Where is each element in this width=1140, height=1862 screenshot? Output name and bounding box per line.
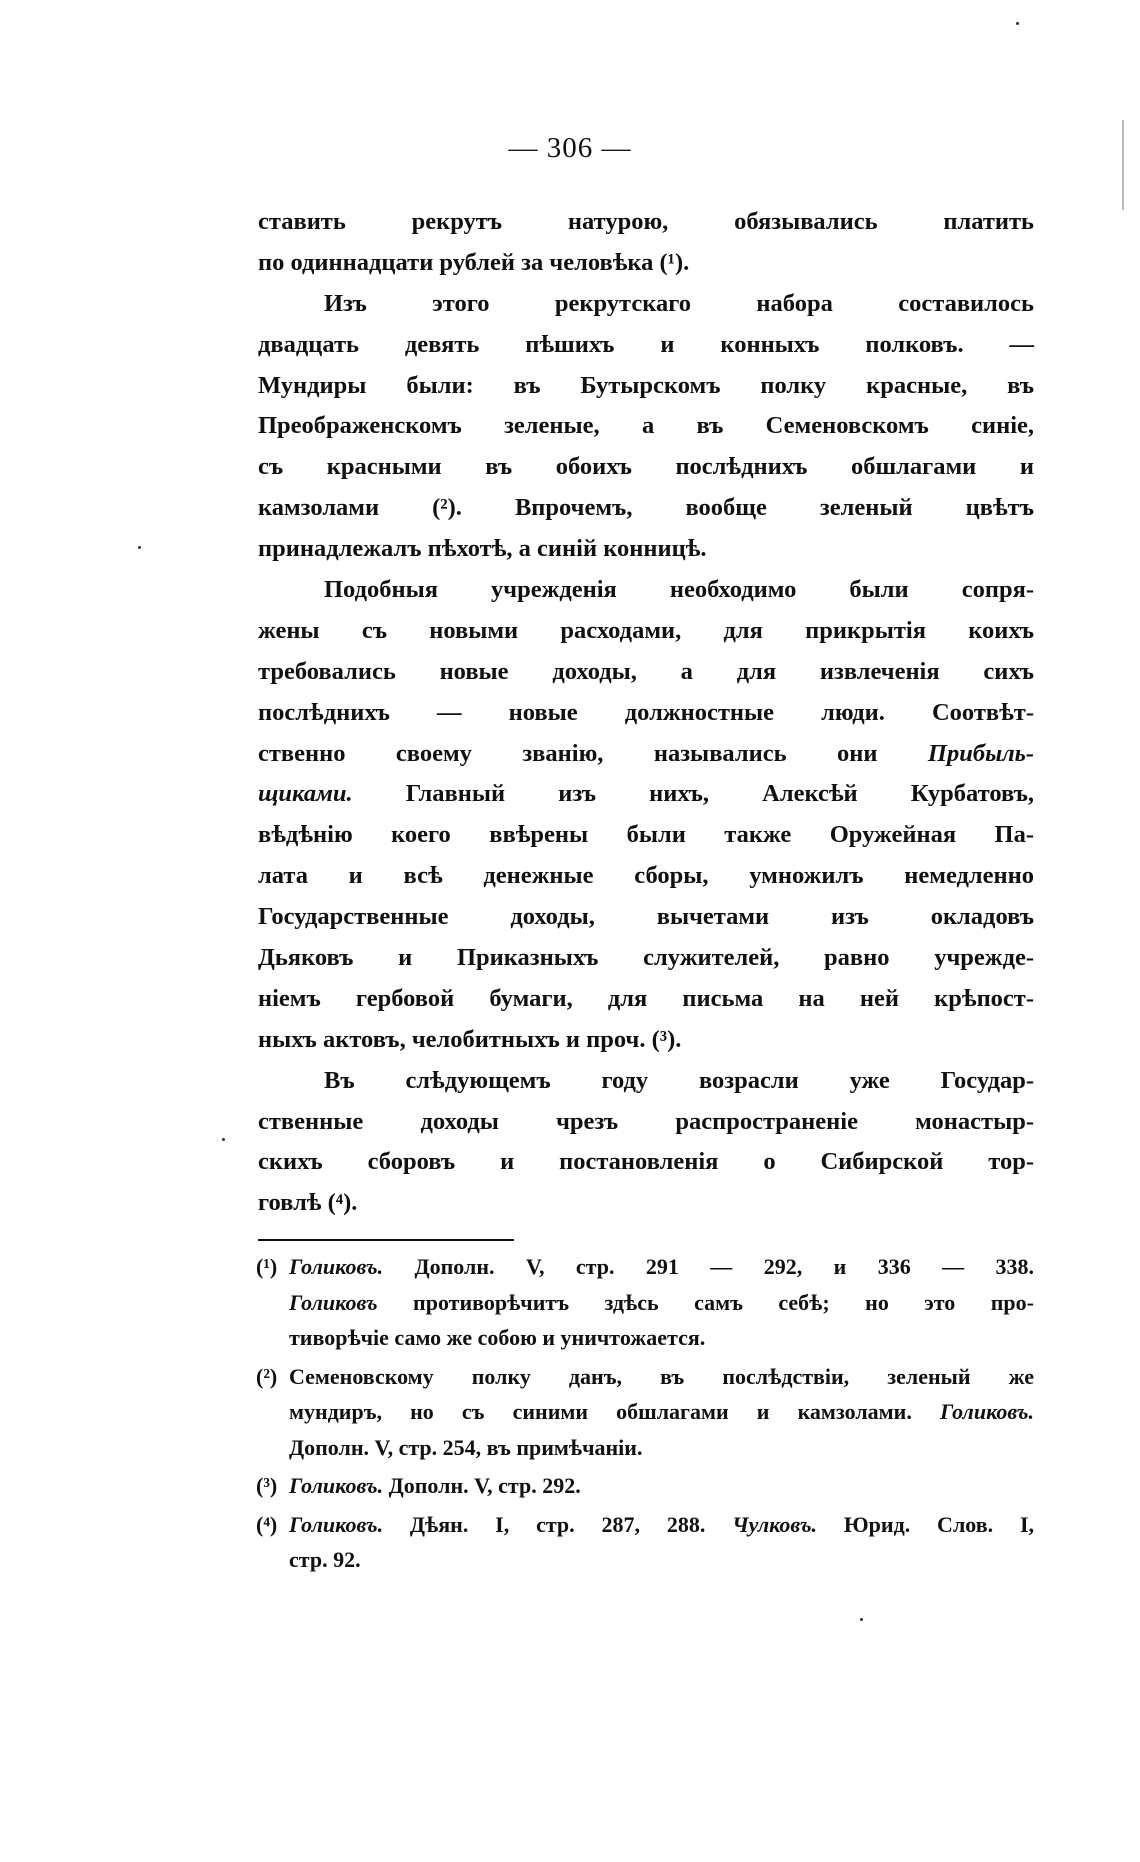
footnote-text: Дополн. V, стр. 292. [388, 1473, 581, 1498]
footnote-text: Юрид. Слов. I, [843, 1511, 1035, 1537]
page-number: — 306 — [508, 132, 632, 164]
text-line: принадлежалъ пѣхотѣ, а синій конницѣ. [258, 535, 707, 563]
footnote-author: Чулковъ. [732, 1511, 818, 1537]
footnote-text: Дѣян. I, стр. 287, 288. [409, 1511, 706, 1537]
text-line: Изъ этого рекрутскаго набора составилось [324, 289, 1034, 317]
footnote-text: противорѣчитъ здѣсь самъ себѣ; но это про- [413, 1289, 1034, 1315]
text-line: камзолами (²). Впрочемъ, вообще зеленый цвѣтъ [258, 494, 1034, 522]
text-line: Преображенскомъ зеленые, а въ Семеновскомъ синіе, [258, 412, 1034, 440]
footnotes [256, 1249, 1034, 1581]
italic-term: щиками. [258, 780, 353, 808]
text-line [258, 774, 1034, 815]
text-segment: ственно своему званію, назывались они [258, 739, 878, 767]
text-line: Государственные доходы, вычетами изъ окладовъ [258, 903, 1034, 931]
scan-speck [222, 1138, 225, 1141]
footnote-text: Дополн. V, стр. 291 — 292, и 336 — 338. [414, 1254, 1035, 1279]
footnote-line: тиворѣчіе само же собою и уничтожается. [289, 1325, 706, 1350]
text-segment: Главный изъ нихъ, Алексѣй Курбатовъ, [405, 780, 1034, 808]
footnote-text: мундиръ, но съ синими обшлагами и камзолами. [289, 1399, 912, 1424]
scan-speck [860, 1618, 863, 1621]
footnote-marker: (³) [256, 1473, 278, 1498]
text-line: послѣднихъ — новые должностные люди. Соотвѣт- [258, 698, 1034, 726]
text-line: лата и всѣ денежные сборы, умножилъ немедленно [258, 862, 1034, 890]
text-line: по одиннадцати рублей за человѣка (¹). [258, 248, 690, 276]
text-line: двадцать девять пѣшихъ и конныхъ полковъ. — [258, 330, 1034, 358]
footnote-line [289, 1285, 1034, 1321]
text-line: Подобныя учрежденія необходимо были сопря- [324, 576, 1034, 604]
footnote-line: Дополн. V, стр. 254, въ примѣчаніи. [289, 1434, 643, 1460]
text-line: ставить рекрутъ натурою, обязывались платить [258, 208, 1034, 235]
footnote-3 [256, 1468, 1034, 1504]
text-line: требовались новые доходы, а для извлеченія сихъ [258, 657, 1034, 685]
text-line: жены съ новыми расходами, для прикрытія коихъ [258, 616, 1034, 644]
footnote-author: Голиковъ. [289, 1473, 384, 1498]
footnote-line [289, 1468, 1034, 1504]
text-line: скихъ сборовъ и постановленія о Сибирской тор- [258, 1148, 1034, 1176]
text-line: ственные доходы чрезъ распространеніе монастыр- [258, 1107, 1034, 1135]
footnote-line: стр. 92. [289, 1547, 361, 1572]
footnote-4 [256, 1507, 1034, 1578]
footnote-line: Семеновскому полку данъ, въ послѣдствіи, зеленый же [289, 1363, 1034, 1389]
scan-speck [138, 546, 141, 549]
text-line: ніемъ гербовой бумаги, для письма на ней крѣпост- [258, 984, 1034, 1012]
footnote-marker: (¹) [256, 1254, 278, 1279]
text-line: съ красными въ обоихъ послѣднихъ обшлагами и [258, 453, 1034, 481]
footnote-author: Голиковъ. [289, 1254, 384, 1279]
footnote-marker: (²) [256, 1363, 278, 1389]
text-line: Въ слѣдующемъ году возрасли уже Государ- [324, 1066, 1034, 1094]
footnote-line [289, 1249, 1034, 1285]
footnote-2 [256, 1359, 1034, 1466]
footnote-author: Голиковъ. [289, 1511, 384, 1537]
footnote-1 [256, 1249, 1034, 1356]
main-text [258, 202, 1034, 1224]
footnote-marker: (⁴) [256, 1511, 278, 1537]
footnote-line [289, 1394, 1034, 1430]
scan-speck [1016, 22, 1019, 25]
text-line: вѣдѣнію коего ввѣрены были также Оружейная Па- [258, 821, 1034, 849]
footnote-author: Голиковъ. [939, 1399, 1035, 1424]
text-line: говлѣ (⁴). [258, 1189, 358, 1217]
italic-term: Прибыль- [927, 739, 1034, 767]
text-line [258, 734, 1034, 775]
text-line: Мундиры были: въ Бутырскомъ полку красные, въ [258, 371, 1034, 399]
text-line: ныхъ актовъ, челобитныхъ и проч. (³). [258, 1025, 682, 1053]
footnote-divider [258, 1239, 514, 1241]
footnote-author: Голиковъ [289, 1289, 378, 1315]
footnote-line [289, 1507, 1034, 1543]
text-line: Дьяковъ и Приказныхъ служителей, равно учрежде- [258, 944, 1034, 972]
